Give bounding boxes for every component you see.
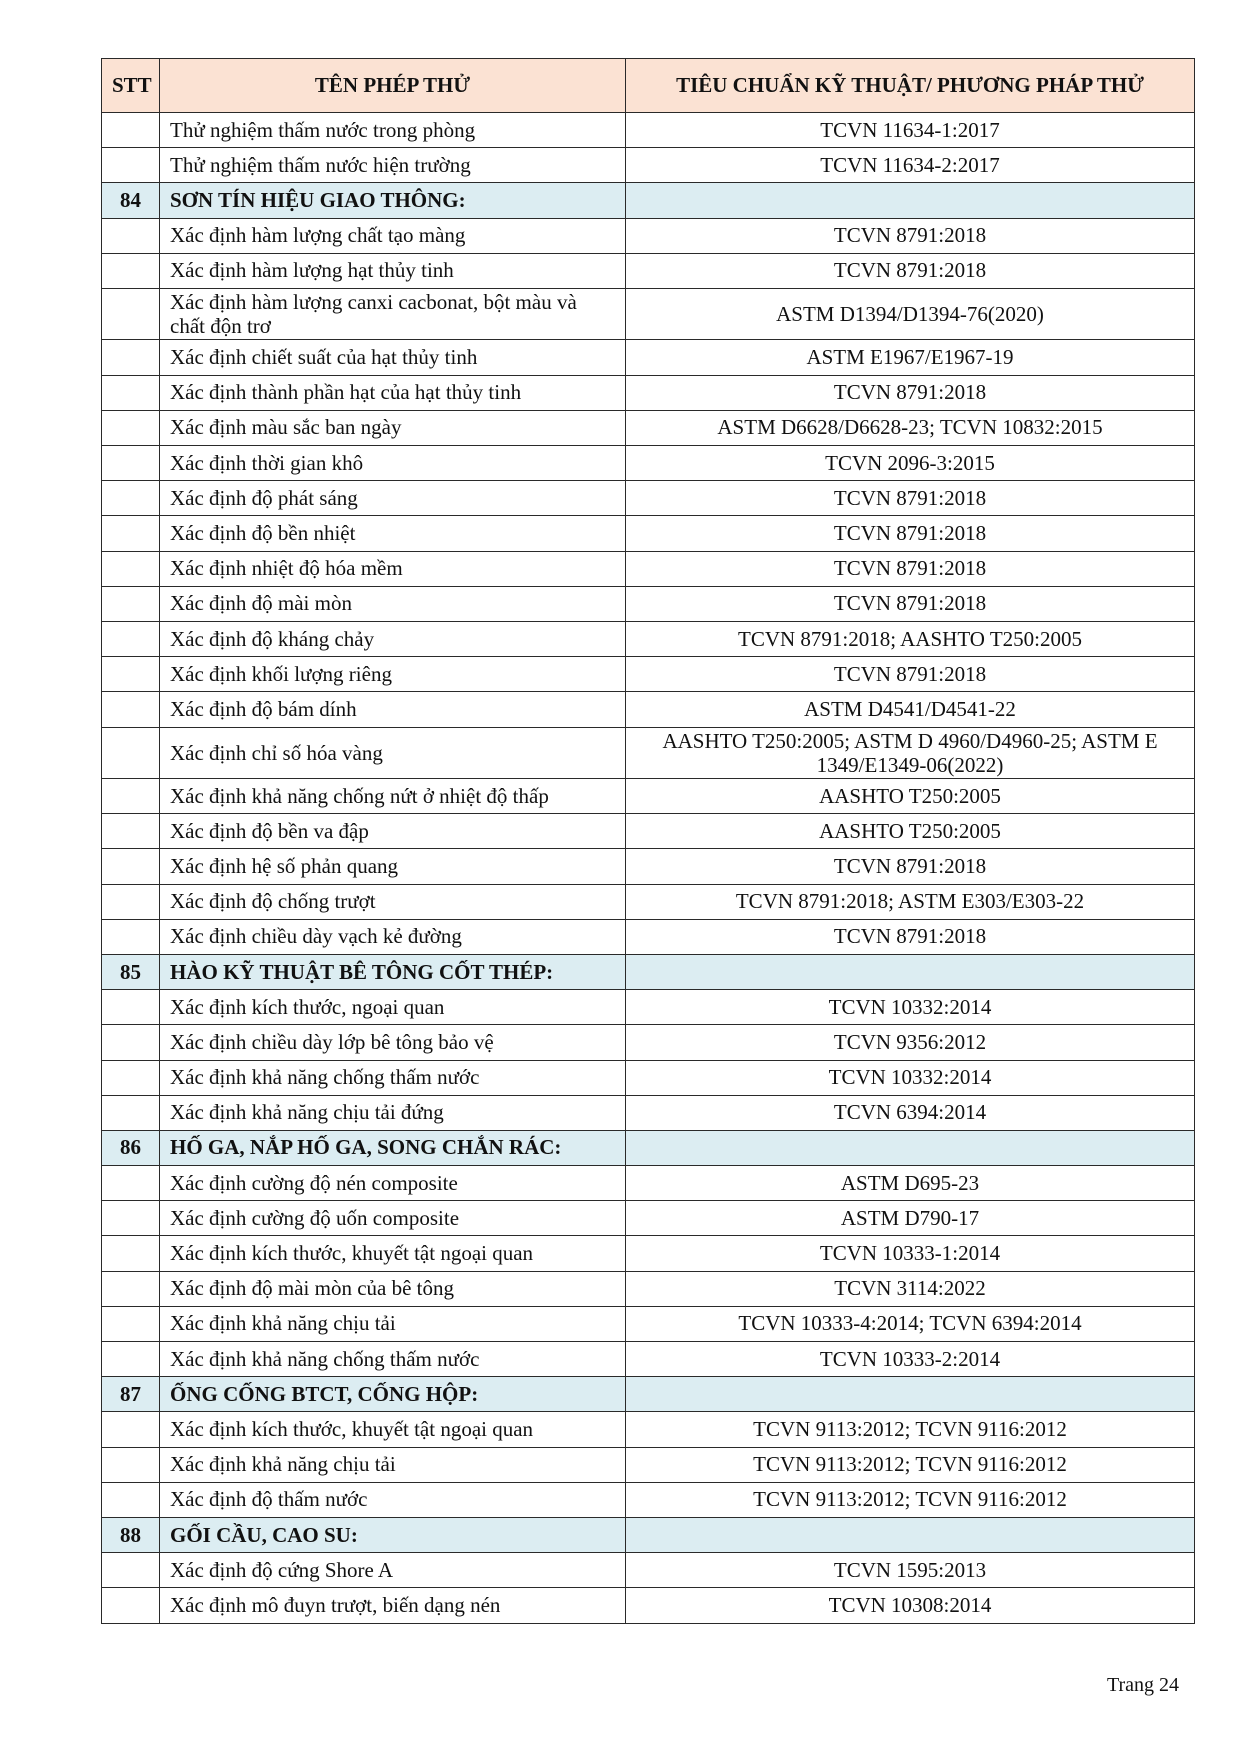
cell-test-name: Xác định nhiệt độ hóa mềm [160,551,626,586]
cell-standard: ASTM D695-23 [626,1166,1195,1201]
cell-test-name: Xác định khả năng chịu tải [160,1447,626,1482]
cell-standard: TCVN 6394:2014 [626,1095,1195,1130]
cell-test-name: Xác định khả năng chịu tải [160,1306,626,1341]
cell-standard [626,1130,1195,1165]
table-row [102,1553,1195,1588]
cell-standard: TCVN 10332:2014 [626,990,1195,1025]
table-row [102,1095,1195,1130]
table-row [102,113,1195,148]
cell-test-name: Xác định kích thước, khuyết tật ngoại quan [160,1236,626,1271]
cell-test-name: Xác định chiều dày lớp bê tông bảo vệ [160,1025,626,1060]
cell-standard: TCVN 9356:2012 [626,1025,1195,1060]
cell-test-name: Xác định kích thước, khuyết tật ngoại quan [160,1412,626,1447]
cell-standard: TCVN 3114:2022 [626,1271,1195,1306]
cell-stt [102,551,160,586]
cell-stt [102,481,160,516]
cell-stt [102,410,160,445]
table-row [102,1482,1195,1517]
cell-test-name: Xác định độ thấm nước [160,1482,626,1517]
cell-stt [102,919,160,954]
cell-test-name: Xác định độ mài mòn [160,586,626,621]
table-row [102,148,1195,183]
cell-stt: 87 [102,1377,160,1412]
cell-test-name: Xác định độ bền va đập [160,814,626,849]
cell-test-name: Xác định hệ số phản quang [160,849,626,884]
cell-test-name: Xác định khả năng chống thấm nước [160,1060,626,1095]
cell-stt [102,814,160,849]
cell-standard: TCVN 8791:2018 [626,516,1195,551]
cell-stt [102,586,160,621]
table-row [102,779,1195,814]
cell-standard: TCVN 8791:2018; ASTM E303/E303-22 [626,884,1195,919]
table-row [102,1306,1195,1341]
page-number: Trang 24 [1106,1674,1179,1696]
cell-test-name: Xác định chỉ số hóa vàng [160,727,626,779]
cell-stt [102,516,160,551]
cell-stt: 88 [102,1517,160,1552]
table-row [102,516,1195,551]
cell-test-name: Xác định hàm lượng canxi cacbonat, bột màu và chất độn trơ [160,288,626,340]
cell-standard: ASTM E1967/E1967-19 [626,340,1195,375]
cell-standard: TCVN 10332:2014 [626,1060,1195,1095]
table-row [102,1166,1195,1201]
cell-standard: TCVN 8791:2018 [626,551,1195,586]
cell-stt [102,1095,160,1130]
cell-standard: TCVN 11634-2:2017 [626,148,1195,183]
table-row [102,375,1195,410]
cell-test-name: Xác định độ chống trượt [160,884,626,919]
cell-standard: TCVN 8791:2018; AASHTO T250:2005 [626,621,1195,656]
cell-test-name: Xác định kích thước, ngoại quan [160,990,626,1025]
cell-standard: TCVN 8791:2018 [626,218,1195,253]
cell-stt: 84 [102,183,160,218]
cell-standard: TCVN 8791:2018 [626,586,1195,621]
cell-stt [102,692,160,727]
cell-stt [102,218,160,253]
cell-stt [102,1166,160,1201]
cell-test-name: Xác định chiết suất của hạt thủy tinh [160,340,626,375]
header-stt: STT [102,59,160,113]
cell-standard [626,1517,1195,1552]
cell-test-name: Xác định độ phát sáng [160,481,626,516]
table-row [102,586,1195,621]
cell-standard: TCVN 1595:2013 [626,1553,1195,1588]
cell-stt [102,1236,160,1271]
cell-test-name: ỐNG CỐNG BTCT, CỐNG HỘP: [160,1377,626,1412]
cell-standard: TCVN 9113:2012; TCVN 9116:2012 [626,1412,1195,1447]
cell-standard: TCVN 8791:2018 [626,849,1195,884]
cell-stt [102,990,160,1025]
section-row [102,1517,1195,1552]
cell-test-name: Xác định khối lượng riêng [160,657,626,692]
cell-standard: TCVN 8791:2018 [626,919,1195,954]
cell-standard: AASHTO T250:2005; ASTM D 4960/D4960-25; ASTM E 1349/E1349-06(2022) [626,727,1195,779]
cell-stt: 86 [102,1130,160,1165]
cell-test-name: Xác định cường độ nén composite [160,1166,626,1201]
table-row [102,849,1195,884]
cell-stt [102,288,160,340]
table-row [102,253,1195,288]
cell-standard: TCVN 9113:2012; TCVN 9116:2012 [626,1482,1195,1517]
cell-test-name: Xác định hàm lượng hạt thủy tinh [160,253,626,288]
cell-stt [102,779,160,814]
section-row [102,1377,1195,1412]
cell-stt [102,1553,160,1588]
header-standard: TIÊU CHUẨN KỸ THUẬT/ PHƯƠNG PHÁP THỬ [626,59,1195,113]
cell-standard [626,1377,1195,1412]
table-row [102,1271,1195,1306]
header-test-name: TÊN PHÉP THỬ [160,59,626,113]
cell-standard: ASTM D790-17 [626,1201,1195,1236]
cell-test-name: Thử nghiệm thấm nước hiện trường [160,148,626,183]
cell-stt [102,148,160,183]
cell-standard: TCVN 10333-2:2014 [626,1342,1195,1377]
table-row [102,727,1195,779]
cell-stt [102,1588,160,1623]
cell-test-name: Xác định độ kháng chảy [160,621,626,656]
cell-stt [102,1447,160,1482]
section-row [102,954,1195,989]
cell-standard: TCVN 8791:2018 [626,253,1195,288]
table-row [102,1588,1195,1623]
cell-standard: TCVN 8791:2018 [626,375,1195,410]
section-row [102,183,1195,218]
table-header-row [102,59,1195,113]
test-standards-table [101,58,1195,1624]
cell-stt [102,1060,160,1095]
cell-stt [102,340,160,375]
table-row [102,814,1195,849]
cell-stt [102,849,160,884]
cell-test-name: Xác định khả năng chống nứt ở nhiệt độ thấp [160,779,626,814]
table-row [102,481,1195,516]
cell-test-name: HÀO KỸ THUẬT BÊ TÔNG CỐT THÉP: [160,954,626,989]
cell-stt [102,113,160,148]
section-row [102,1130,1195,1165]
table-row [102,1025,1195,1060]
cell-stt [102,1482,160,1517]
cell-standard: ASTM D4541/D4541-22 [626,692,1195,727]
cell-standard: TCVN 8791:2018 [626,657,1195,692]
cell-test-name: Xác định cường độ uốn composite [160,1201,626,1236]
cell-stt [102,657,160,692]
cell-standard: TCVN 11634-1:2017 [626,113,1195,148]
table-row [102,1342,1195,1377]
cell-standard: TCVN 10308:2014 [626,1588,1195,1623]
table-row [102,446,1195,481]
cell-standard: AASHTO T250:2005 [626,779,1195,814]
table-body [102,113,1195,1624]
cell-test-name: Thử nghiệm thấm nước trong phòng [160,113,626,148]
cell-standard: TCVN 9113:2012; TCVN 9116:2012 [626,1447,1195,1482]
cell-standard: ASTM D6628/D6628-23; TCVN 10832:2015 [626,410,1195,445]
cell-test-name: Xác định màu sắc ban ngày [160,410,626,445]
cell-stt [102,1306,160,1341]
cell-stt [102,1412,160,1447]
table-row [102,621,1195,656]
table-row [102,919,1195,954]
table-row [102,1201,1195,1236]
cell-test-name: Xác định độ bền nhiệt [160,516,626,551]
cell-test-name: GỐI CẦU, CAO SU: [160,1517,626,1552]
cell-stt [102,446,160,481]
table-row [102,1236,1195,1271]
cell-standard [626,183,1195,218]
cell-standard: TCVN 2096-3:2015 [626,446,1195,481]
cell-stt [102,884,160,919]
cell-standard: ASTM D1394/D1394-76(2020) [626,288,1195,340]
table-row [102,990,1195,1025]
table-row [102,551,1195,586]
cell-test-name: Xác định thành phần hạt của hạt thủy tinh [160,375,626,410]
cell-stt [102,621,160,656]
cell-test-name: HỐ GA, NẮP HỐ GA, SONG CHẮN RÁC: [160,1130,626,1165]
cell-stt [102,1025,160,1060]
table-row [102,657,1195,692]
cell-test-name: Xác định mô đuyn trượt, biến dạng nén [160,1588,626,1623]
cell-test-name: Xác định độ mài mòn của bê tông [160,1271,626,1306]
cell-stt [102,727,160,779]
cell-stt [102,1342,160,1377]
cell-standard: TCVN 10333-1:2014 [626,1236,1195,1271]
cell-test-name: Xác định khả năng chịu tải đứng [160,1095,626,1130]
cell-standard: AASHTO T250:2005 [626,814,1195,849]
table-row [102,1060,1195,1095]
table-row [102,1412,1195,1447]
cell-test-name: SƠN TÍN HIỆU GIAO THÔNG: [160,183,626,218]
table-row [102,218,1195,253]
cell-test-name: Xác định chiều dày vạch kẻ đường [160,919,626,954]
cell-stt [102,375,160,410]
cell-stt [102,1201,160,1236]
table-row [102,884,1195,919]
cell-stt: 85 [102,954,160,989]
table-row [102,288,1195,340]
cell-test-name: Xác định thời gian khô [160,446,626,481]
table-row [102,692,1195,727]
cell-stt [102,1271,160,1306]
cell-standard [626,954,1195,989]
cell-standard: TCVN 10333-4:2014; TCVN 6394:2014 [626,1306,1195,1341]
cell-test-name: Xác định độ bám dính [160,692,626,727]
cell-test-name: Xác định khả năng chống thấm nước [160,1342,626,1377]
cell-test-name: Xác định hàm lượng chất tạo màng [160,218,626,253]
cell-stt [102,253,160,288]
table-row [102,1447,1195,1482]
table-row [102,410,1195,445]
cell-test-name: Xác định độ cứng Shore A [160,1553,626,1588]
cell-standard: TCVN 8791:2018 [626,481,1195,516]
table-row [102,340,1195,375]
